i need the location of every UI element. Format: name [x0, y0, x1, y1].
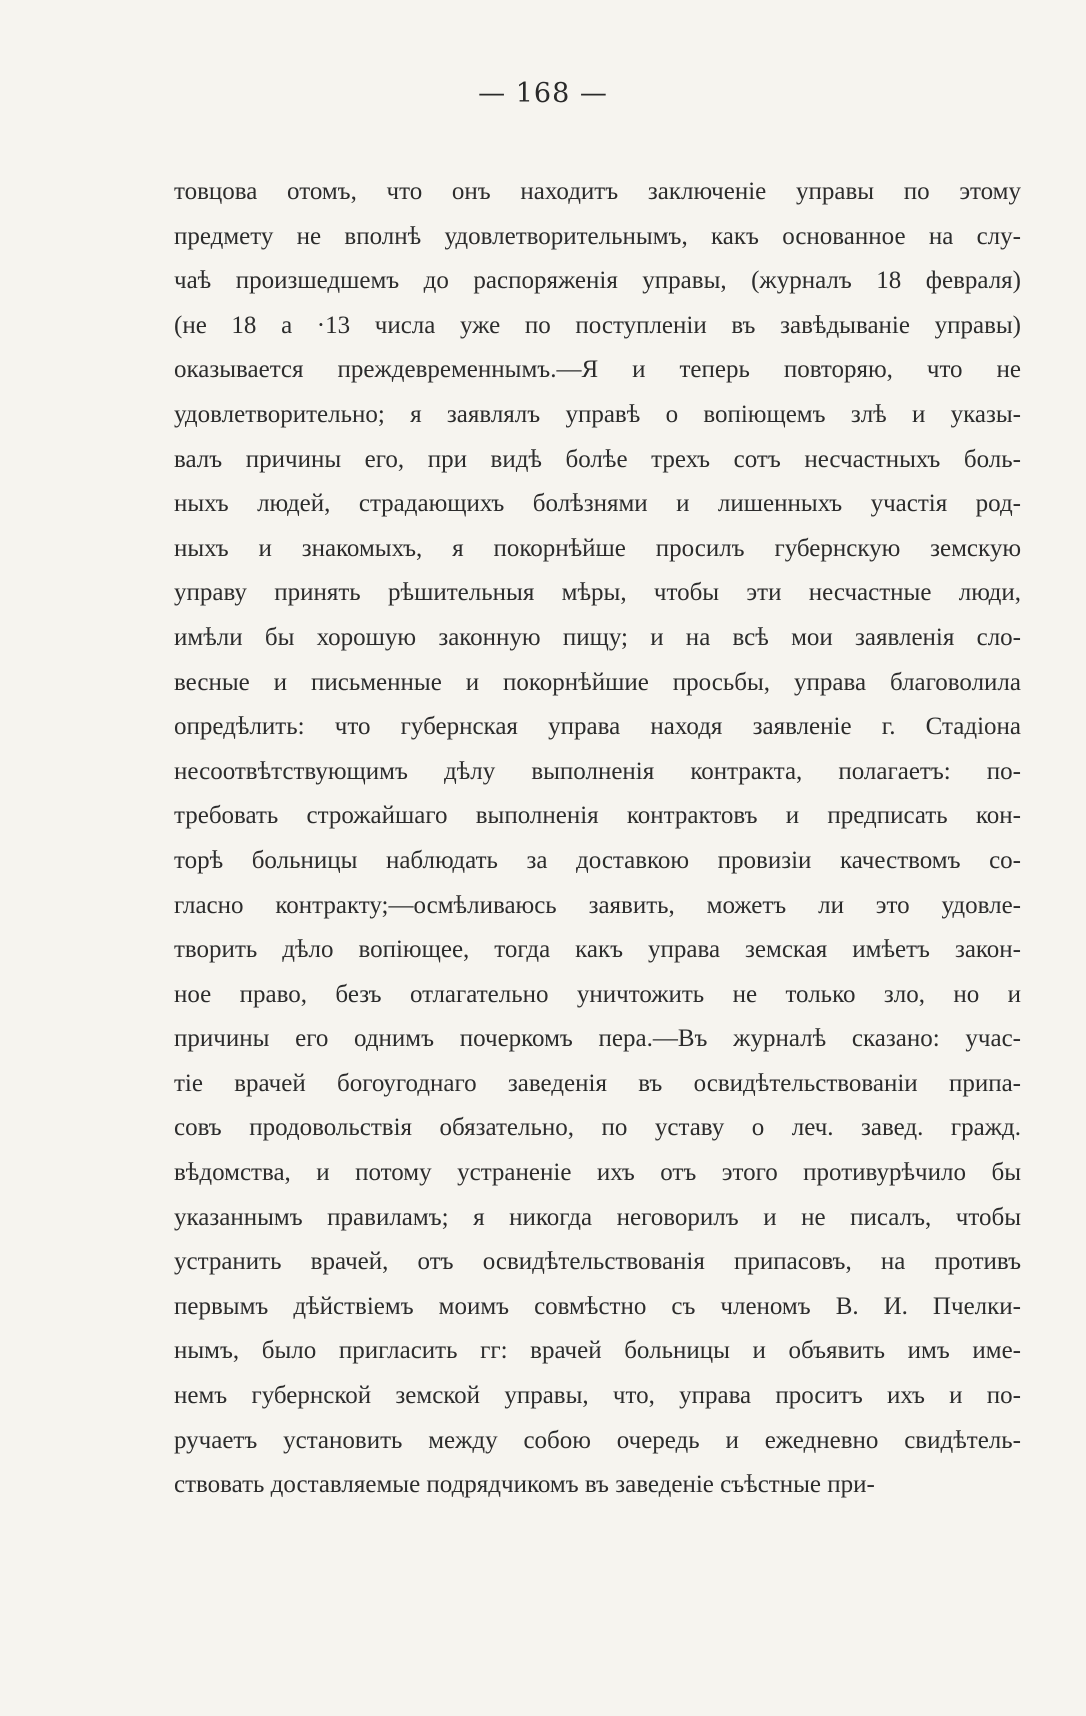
body-text — [174, 170, 1021, 1508]
text-line: торѣ больницы наблюдать за доставкою провизiи качествомъ со- — [174, 846, 1021, 874]
text-line: имѣли бы хорошую законную пищу; и на всѣ мои заявленiя сло- — [174, 623, 1021, 651]
text-line: ное право, безъ отлагательно уничтожить не только зло, но и — [174, 980, 1021, 1008]
text-line: весные и письменные и покорнѣйшие просьбы, управа благоволила — [174, 668, 1021, 696]
text-line: причины его однимъ почеркомъ пера.—Въ журналѣ сказано: учас- — [174, 1025, 1021, 1053]
text-line: первымъ дѣйствiемъ моимъ совмѣстно съ членомъ В. И. Пчелки- — [174, 1292, 1021, 1320]
text-line: предмету не вполнѣ удовлетворительнымъ, какъ основанное на слу- — [174, 222, 1021, 250]
text-line: тiе врачей богоугоднаго заведенiя въ освидѣтельствованiи припа- — [174, 1069, 1021, 1097]
text-line: оказывается преждевременнымъ.—Я и теперь повторяю, что не — [174, 356, 1021, 384]
text-line: ныхъ и знакомыхъ, я покорнѣйше просилъ губернскую земскую — [174, 534, 1021, 562]
text-line: требовать строжайшаго выполненiя контрактовъ и предписать кон- — [174, 802, 1021, 830]
text-line: вѣдомства, и потому устраненiе ихъ отъ этого противурѣчило бы — [174, 1159, 1021, 1187]
text-line: опредѣлить: что губернская управа находя заявленiе г. Стадiона — [174, 713, 1021, 741]
page-number: — 168 — — [478, 78, 608, 109]
text-line: немъ губернской земской управы, что, управа проситъ ихъ и по- — [174, 1382, 1021, 1410]
text-line: управу принять рѣшительныя мѣры, чтобы эти несчастные люди, — [174, 579, 1021, 607]
text-line: несоотвѣтствующимъ дѣлу выполненiя контракта, полагаетъ: по- — [174, 757, 1021, 785]
text-line: удовлетворительно; я заявлялъ управѣ о вопiющемъ злѣ и указы- — [174, 400, 1021, 428]
text-line: товцова отомъ, что онъ находитъ заключенiе управы по этому — [174, 178, 1021, 205]
text-line: творить дѣло вопiющее, тогда какъ управа земская имѣетъ закон- — [174, 936, 1021, 964]
text-line: устранить врачей, отъ освидѣтельствованiя припасовъ, на противъ — [174, 1248, 1021, 1276]
text-line: нымъ, было пригласить гг: врачей больницы и объявить имъ име- — [174, 1337, 1021, 1365]
text-line: гласно контракту;—осмѣливаюсь заявить, можетъ ли это удовле- — [174, 891, 1021, 919]
text-line: ручаетъ установить между собою очередь и ежедневно свидѣтель- — [174, 1426, 1021, 1454]
text-line: (не 18 а ·13 числа уже по поступленiи въ завѣдыванiе управы) — [174, 311, 1021, 339]
text-line: ныхъ людей, страдающихъ болѣзнями и лишенныхъ участiя род- — [174, 490, 1021, 518]
text-line: совъ продовольствiя обязательно, по уставу о леч. завед. гражд. — [174, 1114, 1021, 1142]
text-line: валъ причины его, при видѣ болѣе трехъ сотъ несчастныхъ боль- — [174, 445, 1021, 473]
text-line: указаннымъ правиламъ; я никогда неговорилъ и не писалъ, чтобы — [174, 1203, 1021, 1231]
text-line: чаѣ произшедшемъ до распоряженiя управы, (журналъ 18 февраля) — [174, 267, 1021, 295]
text-line: ствовать доставляемые подрядчикомъ въ заведенiе съѣстные при- — [174, 1471, 875, 1499]
